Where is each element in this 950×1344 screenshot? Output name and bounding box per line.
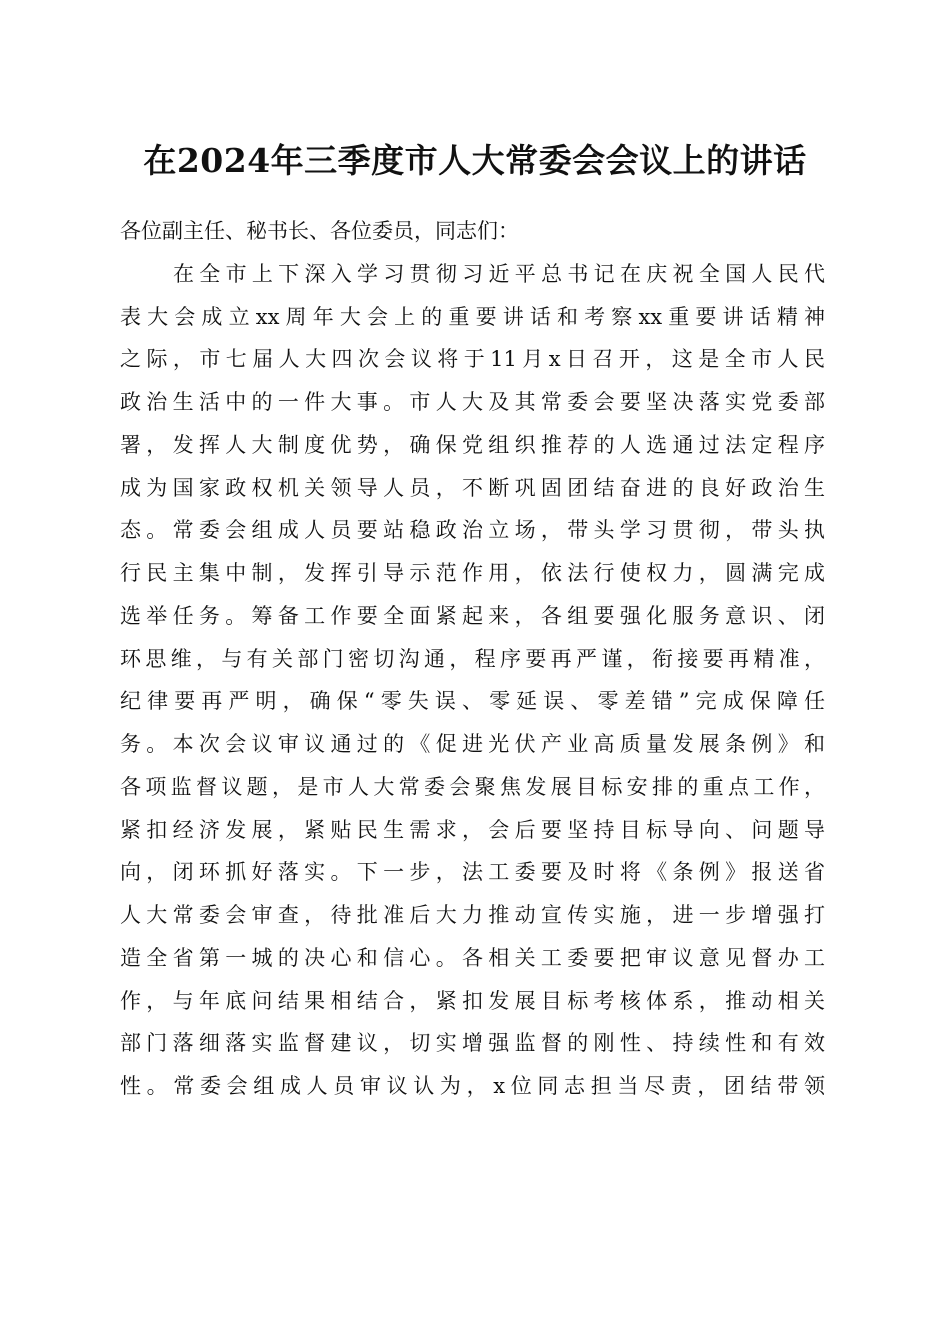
paragraph-line: 性。常委会组成人员审议认为，x位同志担当尽责，团结带领 <box>120 1074 825 1098</box>
paragraph-line: 作，与年底问结果相结合，紧扣发展目标考核体系，推动相关 <box>120 988 825 1013</box>
paragraph-line: 各项监督议题，是市人大常委会聚焦发展目标安排的重点工作， <box>120 774 825 799</box>
paragraph-line: 造全省第一城的决心和信心。各相关工委要把审议意见督办工 <box>120 945 825 970</box>
paragraph-line: 纪律要再严明，确保“零失误、零延误、零差错”完成保障任 <box>120 689 825 714</box>
paragraph-line: 政治生活中的一件大事。市人大及其常委会要坚决落实党委部 <box>120 390 825 414</box>
paragraph-line: 人大常委会审查，待批准后大力推动宣传实施，进一步增强打 <box>120 903 825 927</box>
paragraph-line: 环思维，与有关部门密切沟通，程序要再严谨，衔接要再精准， <box>120 646 825 671</box>
paragraph-line: 选举任务。筹备工作要全面紧起来，各组要强化服务意识、闭 <box>120 603 825 628</box>
paragraph-line: 紧扣经济发展，紧贴民生需求，会后要坚持目标导向、问题导 <box>120 817 825 842</box>
paragraph-line: 在全市上下深入学习贯彻习近平总书记在庆祝全国人民代 <box>173 261 825 286</box>
paragraph-line: 之际，市七届人大四次会议将于11月x日召开，这是全市人民 <box>120 347 825 372</box>
document-title: 在2024年三季度市人大常委会会议上的讲话 <box>143 141 807 180</box>
paragraph-line: 行民主集中制，发挥引导示范作用，依法行使权力，圆满完成 <box>120 561 825 585</box>
paragraph-line: 务。本次会议审议通过的《促进光伏产业高质量发展条例》和 <box>120 732 825 756</box>
paragraph-line: 署，发挥人大制度优势，确保党组织推荐的人选通过法定程序 <box>120 432 825 457</box>
paragraph-line: 向，闭环抓好落实。下一步，法工委要及时将《条例》报送省 <box>120 860 825 885</box>
paragraph-line: 态。常委会组成人员要站稳政治立场，带头学习贯彻，带头执 <box>120 518 825 543</box>
salutation-line: 各位副主任、秘书长、各位委员，同志们： <box>120 219 519 243</box>
paragraph-line: 表大会成立xx周年大会上的重要讲话和考察xx重要讲话精神 <box>120 304 825 329</box>
paragraph-line: 成为国家政权机关领导人员，不断巩固团结奋进的良好政治生 <box>120 475 825 500</box>
paragraph-line: 部门落细落实监督建议，切实增强监督的刚性、持续性和有效 <box>120 1031 825 1056</box>
document-body <box>120 210 825 1108</box>
